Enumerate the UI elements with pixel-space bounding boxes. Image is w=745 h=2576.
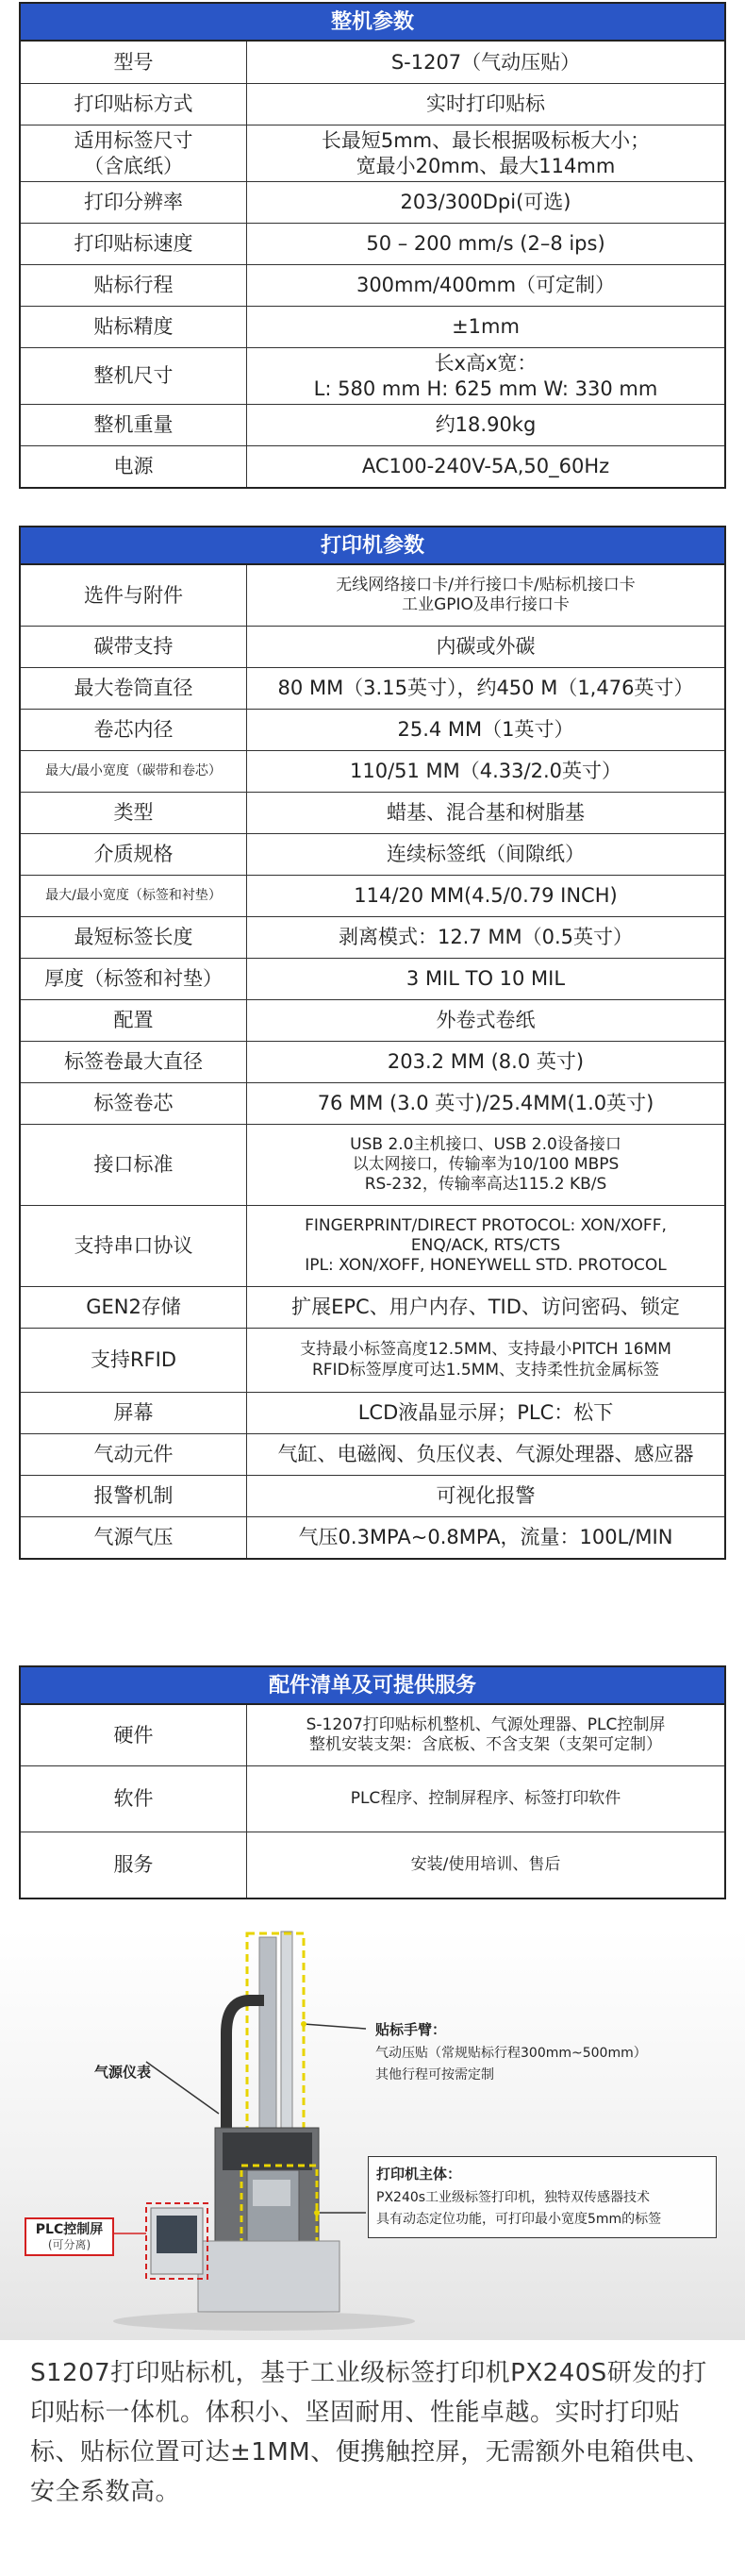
spec-label: 配置 [21, 1000, 247, 1041]
plc-callout-sub: (可分离) [47, 2237, 91, 2251]
spec-value: 扩展EPC、用户内存、TID、访问密码、锁定 [291, 1296, 680, 1319]
printer-callout-line1: PX240s工业级标签打印机，独特双传感器技术 [376, 2189, 651, 2205]
spec-value: 内碳或外碳 [436, 635, 536, 659]
spec-value: 气压0.3MPA~0.8MPA，流量：100L/MIN [298, 1526, 673, 1549]
spec-label: 电源 [21, 446, 247, 487]
printer-params-row [21, 565, 724, 626]
printer-params-row [21, 916, 724, 958]
spec-label: 气源气压 [21, 1517, 247, 1558]
printer-params-row [21, 626, 724, 667]
plc-callout [25, 2217, 114, 2256]
spec-value: 3 MIL TO 10 MIL [406, 967, 566, 991]
spec-label: 打印分辨率 [21, 182, 247, 223]
spec-value: 安装/使用培训、售后 [410, 1854, 561, 1874]
spec-value: S-1207（气动压贴） [390, 50, 581, 74]
spec-value: S-1207打印贴标机整机、气源处理器、PLC控制屏 整机安装支架：含底板、不含支架（支架可定制） [306, 1715, 666, 1754]
spec-value: 外卷式卷纸 [436, 1009, 536, 1032]
machine-params-row [21, 83, 724, 125]
machine-params-row [21, 306, 724, 347]
spec-value: 300mm/400mm（可定制） [356, 274, 616, 297]
spec-value: 110/51 MM（4.33/2.0英寸） [349, 760, 622, 783]
spec-label: 最大卷筒直径 [21, 668, 247, 709]
spec-label: 接口标准 [21, 1125, 247, 1205]
spec-value: 长最短5mm、最长根据吸标板大小； 宽最小20mm、最大114mm [321, 129, 651, 177]
product-description: S1207打印贴标机，基于工业级标签打印机PX240S研发的打印贴标一体机。体积小、坚固耐用、性能卓越。实时打印贴标、贴标位置可达±1MM、便携触控屏，无需额外电箱供电、安全系数高。 [30, 2359, 711, 2506]
spec-label: 适用标签尺寸 （含底纸） [21, 125, 247, 181]
spec-label: 贴标精度 [21, 307, 247, 347]
spec-value: 203/300Dpi(可选) [400, 191, 571, 214]
printer-params-row [21, 667, 724, 709]
printer-params-row [21, 1041, 724, 1082]
spec-label: 整机尺寸 [21, 348, 247, 404]
services-rows [21, 1705, 724, 1898]
spec-label: 最短标签长度 [21, 917, 247, 958]
printer-params-row [21, 1475, 724, 1516]
spec-label: 类型 [21, 793, 247, 833]
printer-params-title: 打印机参数 [21, 527, 724, 565]
spec-value: FINGERPRINT/DIRECT PROTOCOL: XON/XOFF, ENQ/ACK, RTS/CTS IPL: XON/XOFF, HONEYWELL STD. PROTOCOL [305, 1215, 667, 1276]
printer-params-row [21, 999, 724, 1041]
spec-value: LCD液晶显示屏；PLC：松下 [357, 1401, 614, 1425]
machine-params-rows [21, 42, 724, 487]
printer-params-row [21, 1082, 724, 1124]
machine-params-row [21, 404, 724, 445]
spec-value: 实时打印贴标 [426, 92, 545, 116]
spec-label: 打印贴标方式 [21, 84, 247, 125]
printer-params-rows [21, 565, 724, 1558]
arm-callout-line1: 气动压贴（常规贴标行程300mm~500mm） [375, 2045, 647, 2061]
services-row [21, 1832, 724, 1898]
spec-value: 支持最小标签高度12.5MM、支持最小PITCH 16MM RFID标签厚度可达1.5MM、支持柔性抗金属标签 [300, 1340, 671, 1380]
spec-value: 25.4 MM（1英寸） [397, 718, 574, 742]
printer-params-row [21, 833, 724, 875]
spec-value: USB 2.0主机接口、USB 2.0设备接口 以太网接口，传输率为10/100 MBPS RS-232，传输率高达115.2 KB/S [350, 1134, 621, 1195]
spec-label: 硬件 [21, 1705, 247, 1765]
spec-label: 贴标行程 [21, 265, 247, 306]
spec-label: 最大/最小宽度（标签和衬垫） [21, 876, 247, 916]
spec-label: 介质规格 [21, 834, 247, 875]
arm-callout [368, 2013, 726, 2093]
printer-callout [368, 2156, 717, 2238]
services-table [19, 1665, 726, 1899]
arm-callout-title: 贴标手臂： [375, 2021, 447, 2038]
machine-params-row [21, 445, 724, 487]
spec-label: 屏幕 [21, 1393, 247, 1433]
machine-params-row [21, 42, 724, 83]
spec-label: 卷芯内径 [21, 710, 247, 750]
spec-label: GEN2存储 [21, 1287, 247, 1328]
machine-params-row [21, 223, 724, 264]
spec-value: 长x高x宽： L: 580 mm H: 625 mm W: 330 mm [313, 352, 658, 400]
spec-label: 标签卷芯 [21, 1083, 247, 1124]
machine-illustration [0, 1930, 745, 2340]
spec-label: 支持串口协议 [21, 1206, 247, 1286]
spec-value: 气缸、电磁阀、负压仪表、气源处理器、感应器 [277, 1443, 694, 1466]
spec-value: 连续标签纸（间隙纸） [387, 843, 585, 866]
spec-label: 型号 [21, 42, 247, 83]
printer-params-row [21, 958, 724, 999]
spec-value: PLC程序、控制屏程序、标签打印软件 [350, 1788, 621, 1808]
machine-params-row [21, 347, 724, 404]
services-row [21, 1765, 724, 1832]
product-photo [0, 1930, 745, 2340]
printer-params-row [21, 875, 724, 916]
plc-callout-title: PLC控制屏 [35, 2222, 104, 2237]
printer-params-table [19, 526, 726, 1560]
spec-label: 支持RFID [21, 1329, 247, 1392]
spec-value: 76 MM (3.0 英寸)/25.4MM(1.0英寸) [317, 1092, 654, 1115]
spec-value: 114/20 MM(4.5/0.79 INCH) [354, 884, 618, 908]
printer-params-row [21, 792, 724, 833]
printer-params-row [21, 750, 724, 792]
printer-params-row [21, 1433, 724, 1475]
spec-label: 碳带支持 [21, 627, 247, 667]
spec-label: 服务 [21, 1832, 247, 1898]
machine-params-row [21, 125, 724, 181]
spec-label: 标签卷最大直径 [21, 1042, 247, 1082]
spec-label: 打印贴标速度 [21, 224, 247, 264]
printer-params-row [21, 1392, 724, 1433]
services-row [21, 1705, 724, 1765]
spec-value: 无线网络接口卡/并行接口卡/贴标机接口卡 工业GPIO及串行接口卡 [336, 575, 636, 614]
machine-params-row [21, 264, 724, 306]
spec-value: 剥离模式：12.7 MM（0.5英寸） [338, 926, 634, 949]
arm-callout-line2: 其他行程可按需定制 [375, 2067, 494, 2083]
printer-callout-title: 打印机主体： [376, 2166, 462, 2183]
machine-params-title: 整机参数 [21, 4, 724, 42]
machine-params-table [19, 2, 726, 489]
spec-value: 50 – 200 mm/s (2–8 ips) [366, 232, 605, 256]
spec-value: 80 MM（3.15英寸），约450 M（1,476英寸） [277, 677, 694, 700]
spec-value: 可视化报警 [436, 1484, 536, 1508]
spec-value: 约18.90kg [435, 413, 537, 437]
spec-label: 厚度（标签和衬垫） [21, 959, 247, 999]
spec-label: 选件与附件 [21, 565, 247, 626]
printer-params-row [21, 1205, 724, 1286]
spec-label: 报警机制 [21, 1476, 247, 1516]
printer-params-row [21, 709, 724, 750]
spec-label: 最大/最小宽度（碳带和卷芯） [21, 751, 247, 792]
spec-value: 蜡基、混合基和树脂基 [387, 801, 585, 825]
printer-callout-line2: 具有动态定位功能，可打印最小宽度5mm的标签 [376, 2212, 662, 2228]
services-title: 配件清单及可提供服务 [21, 1667, 724, 1705]
spec-value: 203.2 MM (8.0 英寸) [387, 1050, 585, 1074]
spec-label: 整机重量 [21, 405, 247, 445]
machine-params-row [21, 181, 724, 223]
printer-params-row [21, 1516, 724, 1558]
spec-label: 气动元件 [21, 1434, 247, 1475]
spec-value: ±1mm [452, 315, 520, 339]
printer-params-row [21, 1328, 724, 1392]
spec-value: AC100-240V-5A,50_60Hz [361, 455, 610, 478]
printer-params-row [21, 1124, 724, 1205]
printer-params-row [21, 1286, 724, 1328]
air-gauge-label: 气源仪表 [94, 2064, 152, 2081]
spec-label: 软件 [21, 1766, 247, 1832]
